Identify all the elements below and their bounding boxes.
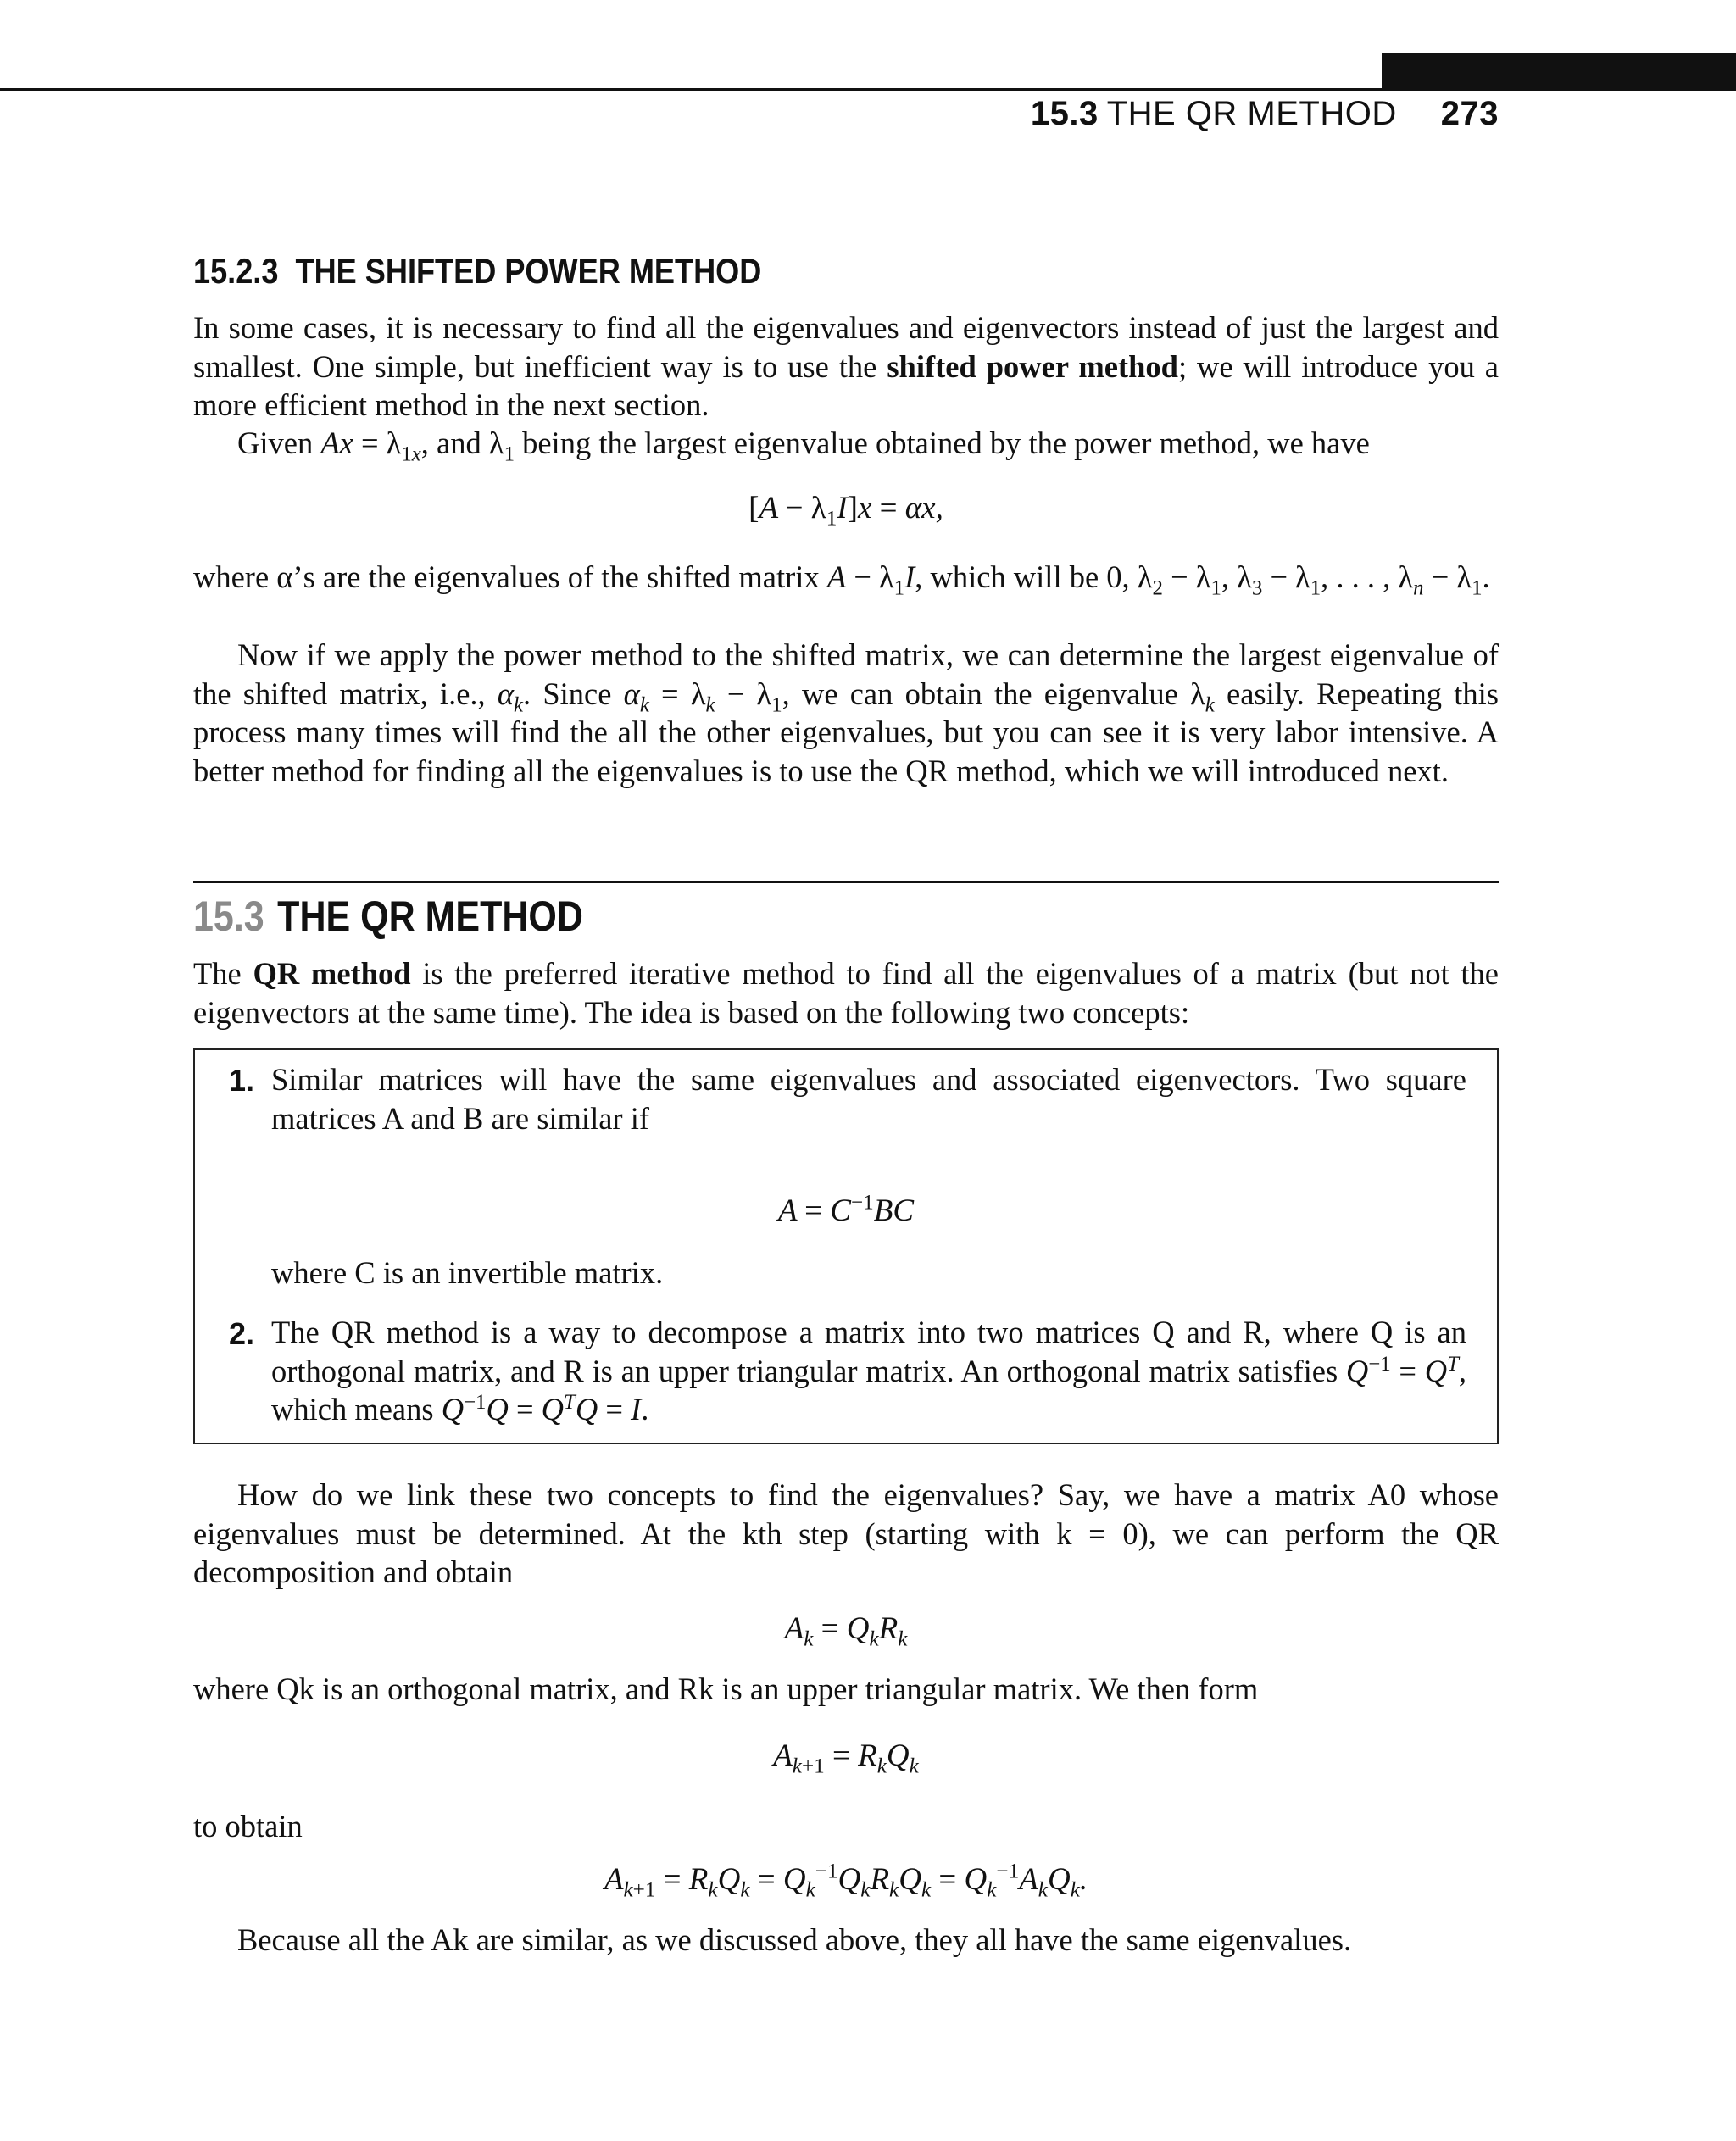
equation-similar: $A = C^{-1}BC$ bbox=[777, 1191, 915, 1228]
item-1-number: 1. bbox=[229, 1063, 255, 1098]
paragraph-apply-power: Now if we apply the power method to the shifted matrix, we can determine the largest eigenvalue of the shifted matrix, i.e., $\alpha_k$. Since $\alpha_k = \lambda_k - \lambda_1$, we can obtain the eigenvalue $\lambda_k$ easily. Repeating this process many times will find the all the other eigenvalues, but you can see it is very labor intensive. A better method for finding all the eigenvalues is to use the QR method, which we will introduced next. bbox=[193, 637, 1499, 788]
where-alpha-text: where α’s are the eigenvalues of the shifted matrix bbox=[193, 559, 827, 594]
since-text: . Since bbox=[523, 676, 624, 711]
term-qr-method: QR method bbox=[253, 956, 411, 991]
equation-similarity-chain: $A_{k+1} = R_kQ_k = Q_k^{-1}Q_kR_kQ_k = Q_k^{-1}A_kQ_k$. bbox=[604, 1860, 1088, 1902]
equation-next-iterate: $A_{k+1} = R_kQ_k$ bbox=[773, 1738, 919, 1778]
header-tab-bar bbox=[1382, 53, 1736, 90]
paragraph-given: Given $Ax = \lambda_{1x}$, and $\lambda_1$ being the largest eigenvalue obtained by the power method, we have bbox=[237, 425, 1370, 466]
equation-shifted: $[A - \lambda_1I]x = \alpha x$, bbox=[748, 491, 943, 531]
equation-qr-decomposition: $A_k = Q_kR_k$ bbox=[784, 1611, 908, 1651]
paragraph-intro-tail: ; we will introduce you a more efficient method in the next section. bbox=[193, 348, 1499, 422]
given-text: Given bbox=[237, 425, 321, 460]
section-heading bbox=[193, 892, 583, 941]
paragraph-to-obtain: to obtain bbox=[193, 1809, 303, 1843]
running-head-section-title: THE QR METHOD bbox=[1106, 95, 1397, 132]
qr-intro-the: The bbox=[193, 956, 253, 991]
paragraph-qr-intro bbox=[193, 954, 1499, 1032]
obtain-text: , we can obtain the eigenvalue bbox=[782, 676, 1191, 711]
item-2-text: The QR method is a way to decompose a matrix into two matrices Q and R, where Q is an orthogonal matrix, and R is an upper triangular matrix. An orthogonal matrix satisfies $Q^{-1} = Q^T$, which means $Q^{-1}Q = Q^TQ = I$. bbox=[271, 1315, 1467, 1426]
running-head bbox=[1031, 95, 1499, 133]
term-shifted-power-method: shifted power method bbox=[887, 348, 1178, 384]
paragraph-conclusion: Because all the Ak are similar, as we discussed above, they all have the same eigenvalues. bbox=[237, 1922, 1352, 1957]
subsection-title: THE SHIFTED POWER METHOD bbox=[295, 251, 762, 291]
item-2-number: 2. bbox=[229, 1316, 255, 1351]
apply-power-text: Now if we apply the power method to the shifted matrix, we can determine the largest eigenvalue of the shifted matrix, i.e., bbox=[193, 637, 1499, 711]
section-number: 15.3 bbox=[193, 893, 264, 940]
apply-power-tail: easily. Repeating this process many times will find the all the other eigenvalues, but you can see it is very labor intensive. A better method for finding all the eigenvalues is to use the QR method, which we will introduced next. bbox=[193, 676, 1499, 788]
which-text: , which will be bbox=[915, 559, 1107, 594]
paragraph-link-concepts: How do we link these two concepts to find the eigenvalues? Say, we have a matrix A0 whose eigenvalues must be determined. At the kth step (starting with k = 0), we can perform the QR decomposition and obtain bbox=[193, 1477, 1499, 1589]
item-1-text: Similar matrices will have the same eigenvalues and associated eigenvectors. Two square matrices A and B are similar if bbox=[271, 1062, 1466, 1136]
subsection-number: 15.2.3 bbox=[193, 251, 279, 291]
page-number: 273 bbox=[1440, 95, 1499, 132]
paragraph-intro-text: In some cases, it is necessary to find all the eigenvalues and eigenvectors instead of just the largest and smallest. One simple, but inefficient way is to use the bbox=[193, 310, 1499, 384]
given-tail: being the largest eigenvalue obtained by the power method, we have bbox=[514, 425, 1370, 460]
item-1-where: where C is an invertible matrix. bbox=[271, 1255, 664, 1290]
paragraph-where-qk: where Qk is an orthogonal matrix, and Rk is an upper triangular matrix. We then form bbox=[193, 1671, 1259, 1706]
concepts-box bbox=[193, 1048, 1499, 1444]
section-rule bbox=[193, 881, 1499, 883]
subsection-heading bbox=[193, 251, 761, 292]
item-2-body: The QR method is a way to decompose a matrix into two matrices Q and R, where Q is an orthogonal matrix, and R is an upper triangular matrix. An orthogonal matrix satisfies bbox=[271, 1315, 1466, 1388]
paragraph-intro bbox=[193, 309, 1499, 425]
running-head-section-number: 15.3 bbox=[1030, 95, 1099, 132]
section-title: THE QR METHOD bbox=[277, 893, 583, 940]
paragraph-where-alpha: where α’s are the eigenvalues of the shifted matrix $A - \lambda_1I$, which will be 0, $\lambda_2 - \lambda_1$, $\lambda_3 - \lambda_1$, . . . , $\lambda_n - \lambda_1$. bbox=[193, 559, 1490, 600]
qr-intro-text: is the preferred iterative method to find all the eigenvalues of a matrix (but not the eigenvectors at the same time). The idea is based on the following two concepts: bbox=[193, 956, 1500, 1030]
header-rule bbox=[0, 88, 1736, 91]
